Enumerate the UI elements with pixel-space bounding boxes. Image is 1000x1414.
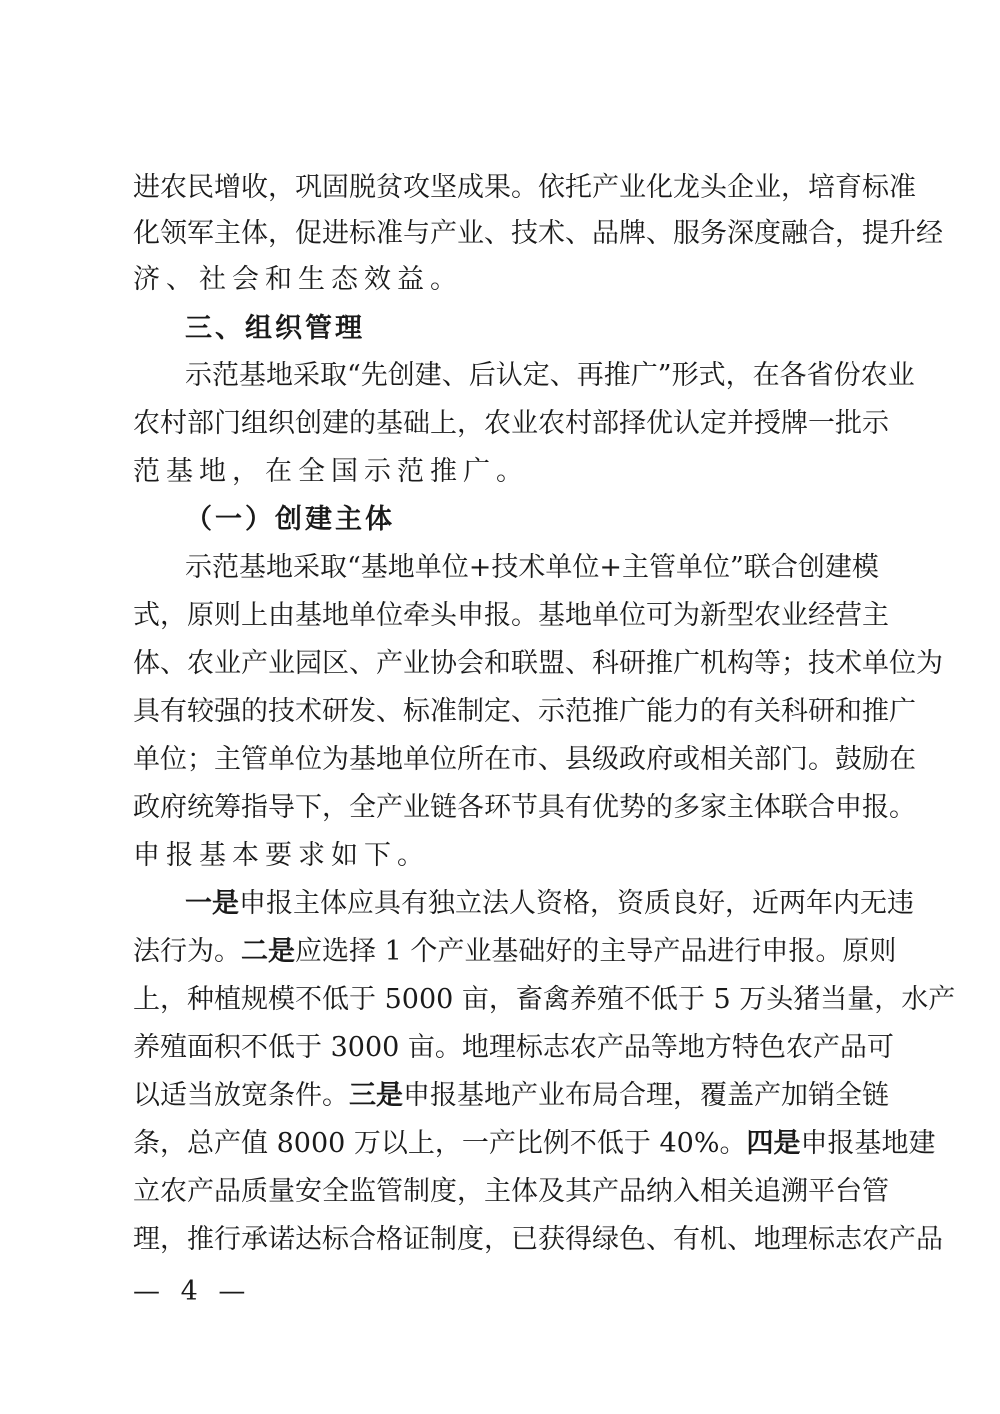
paragraph-line: 上，种植规模不低于 5000 亩，畜禽养殖不低于 5 万头猪当量，水产 bbox=[133, 984, 956, 1015]
paragraph-line: 理，推行承诺达标合格证制度，已获得绿色、有机、地理标志农产品 bbox=[133, 1224, 943, 1255]
line-text: 以适当放宽条件。 bbox=[133, 1080, 349, 1111]
line-text: 法行为。 bbox=[133, 936, 241, 967]
page-number: — 4 — bbox=[133, 1276, 252, 1307]
paragraph-line: 具有较强的技术研发、标准制定、示范推广能力的有关科研和推广 bbox=[133, 696, 916, 727]
paragraph-line: 示范基地采取“基地单位+技术单位+主管单位”联合创建模 bbox=[185, 552, 879, 583]
marker-four: 四是 bbox=[746, 1128, 801, 1159]
paragraph-line: 政府统筹指导下，全产业链各环节具有优势的多家主体联合申报。 bbox=[133, 792, 916, 823]
marker-two: 二是 bbox=[241, 936, 295, 967]
line-text: 应选择 1 个产业基础好的主导产品进行申报。原则 bbox=[295, 936, 897, 967]
line-text: 申报主体应具有独立法人资格，资质良好，近两年内无违 bbox=[239, 888, 914, 919]
marker-three: 三是 bbox=[349, 1080, 403, 1111]
paragraph-line bbox=[133, 928, 897, 976]
paragraph-line: 养殖面积不低于 3000 亩。地理标志农产品等地方特色农产品可 bbox=[133, 1032, 894, 1063]
marker-one: 一是 bbox=[185, 888, 239, 919]
paragraph-line bbox=[185, 880, 914, 928]
paragraph-line: 体、农业产业园区、产业协会和联盟、科研推广机构等；技术单位为 bbox=[133, 648, 943, 679]
paragraph-line: 济、社会和生态效益。 bbox=[133, 264, 463, 295]
line-text: 申报基地建 bbox=[800, 1128, 936, 1159]
subsection-heading: （一）创建主体 bbox=[185, 504, 395, 535]
paragraph-line: 单位；主管单位为基地单位所在市、县级政府或相关部门。鼓励在 bbox=[133, 744, 916, 775]
section-heading: 三、组织管理 bbox=[185, 313, 365, 344]
paragraph-line bbox=[133, 1120, 936, 1168]
paragraph-line: 示范基地采取“先创建、后认定、再推广”形式，在各省份农业 bbox=[185, 360, 915, 391]
line-text: 条，总产值 8000 万以上，一产比例不低于 40%。 bbox=[133, 1128, 747, 1159]
paragraph-line: 农村部门组织创建的基础上，农业农村部择优认定并授牌一批示 bbox=[133, 408, 889, 439]
paragraph-line: 范基地，在全国示范推广。 bbox=[133, 456, 529, 487]
paragraph-line: 立农产品质量安全监管制度，主体及其产品纳入相关追溯平台管 bbox=[133, 1176, 889, 1207]
paragraph-line: 进农民增收，巩固脱贫攻坚成果。依托产业化龙头企业，培育标准 bbox=[133, 172, 916, 203]
paragraph-line bbox=[133, 1072, 889, 1120]
paragraph-line: 申报基本要求如下。 bbox=[133, 840, 430, 871]
paragraph-line: 化领军主体，促进标准与产业、技术、品牌、服务深度融合，提升经 bbox=[133, 218, 943, 249]
line-text: 申报基地产业布局合理，覆盖产加销全链 bbox=[403, 1080, 889, 1111]
paragraph-line: 式，原则上由基地单位牵头申报。基地单位可为新型农业经营主 bbox=[133, 600, 889, 631]
